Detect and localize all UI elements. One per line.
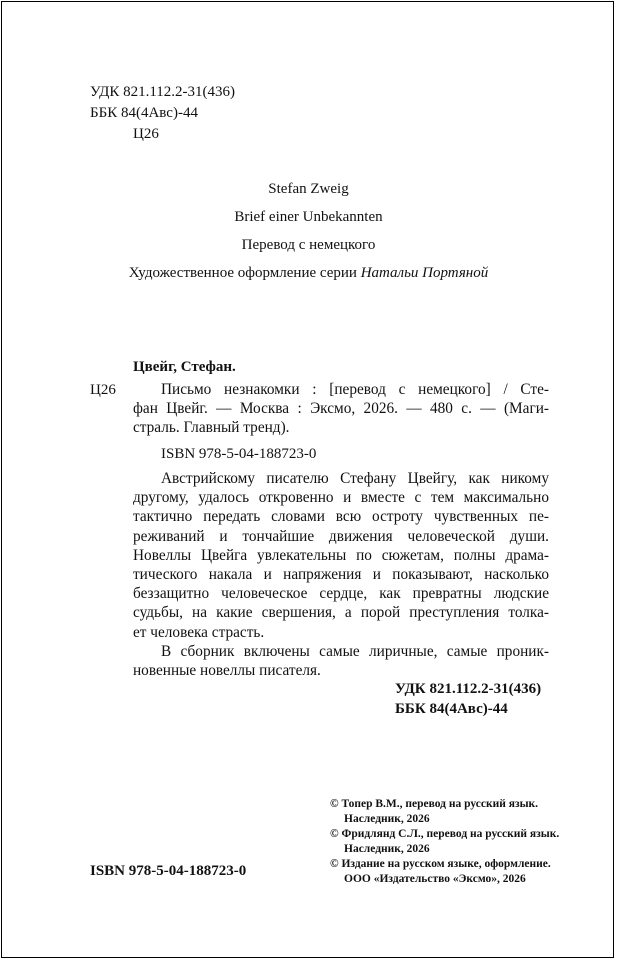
copyright-holder: Наследник, 2026: [344, 813, 430, 825]
description-line: фан Цвейг. — Москва : Эксмо, 2026. — 480 с. — (Маги-: [133, 400, 549, 418]
card-bbk: ББК 84(4Авс)-44: [395, 701, 508, 717]
card-annotation: [133, 469, 549, 642]
copyright-line: © Издание на русском языке, оформление.: [330, 858, 551, 870]
original-title: Brief einer Unbekannten: [234, 209, 383, 225]
card-udk: УДК 821.112.2-31(436): [395, 681, 542, 697]
card-collection-note: [133, 642, 549, 680]
annotation-line: реживаний и тончайшие движения человеческой души.: [133, 527, 549, 545]
copyright-holder: ООО «Издательство «Эксмо», 2026: [344, 873, 526, 885]
original-author: Stefan Zweig: [268, 181, 349, 197]
collection-line: В сборник включены самые лиричные, самые проник-: [161, 643, 549, 660]
design-note: [0, 264, 617, 282]
author-sign: Ц26: [133, 126, 159, 142]
card-heading: Цвейг, Стефан.: [133, 359, 236, 375]
card-description: [133, 380, 549, 438]
collection-line: новенные новеллы писателя.: [133, 662, 321, 680]
annotation-line: тического накала и напряжения и показывают, насколько: [133, 566, 549, 584]
annotation-line: Новеллы Цвейга увлекательны по сюжетам, полны драма-: [133, 546, 549, 564]
description-line: Письмо незнакомки : [перевод с немецкого] / Сте-: [161, 381, 549, 398]
annotation-line: Австрийскому писателю Стефану Цвейгу, как никому: [161, 470, 549, 487]
description-line: страль. Главный тренд).: [133, 419, 290, 437]
copyright-line: © Фридлянд С.Л., перевод на русский язык.: [330, 828, 560, 840]
design-note-prefix: Художественное оформление серии: [128, 265, 357, 281]
udk-code: УДК 821.112.2-31(436): [90, 84, 236, 100]
copyright-block: [330, 797, 559, 887]
annotation-line: другому, удалось откровенно и вместе с тем максимально: [133, 489, 549, 507]
annotation-line: ет человека страсть.: [133, 623, 265, 641]
copyright-holder: Наследник, 2026: [344, 843, 430, 855]
annotation-line: судьбы, на какие свершения, а порой преступления толка-: [133, 604, 549, 622]
design-note-designer: Натальи Портяной: [360, 265, 489, 281]
copyright-line: © Топер В.М., перевод на русский язык.: [330, 798, 539, 810]
translation-note: Перевод с немецкого: [241, 237, 376, 253]
card-sign: Ц26: [90, 382, 116, 398]
bbk-code: ББК 84(4Авс)-44: [90, 105, 198, 121]
annotation-line: беззащитно человеческое сердце, как превратны людские: [133, 585, 549, 603]
card-isbn: ISBN 978-5-04-188723-0: [161, 446, 317, 462]
annotation-line: тактично передать словами всю остроту чувственных пе-: [133, 508, 549, 526]
footer-isbn: ISBN 978-5-04-188723-0: [90, 863, 247, 879]
